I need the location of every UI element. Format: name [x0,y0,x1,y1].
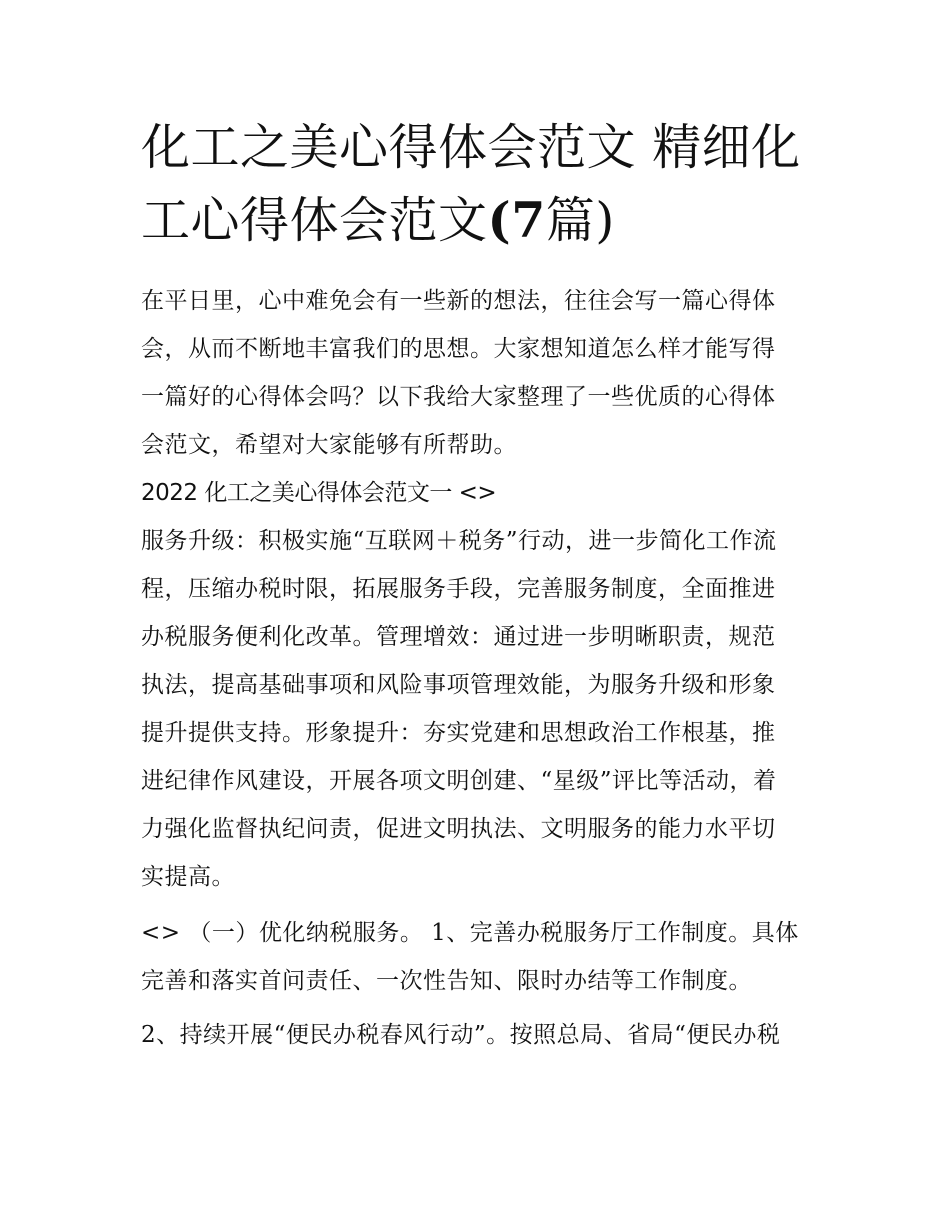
service-line: 提升提供支持。形象提升：夯实党建和思想政治工作根基，推 [141,720,776,746]
document-body [141,277,813,1059]
title-line-2 [141,184,813,257]
title-line-2-unit: 篇) [545,192,615,249]
optimize-paragraph [141,909,813,1005]
service-line: 执法，提高基础事项和风险事项管理效能，为服务升级和形象 [141,672,776,698]
document-page [141,112,813,1059]
optimize-line: 完善和落实首问责任、一次性告知、限时办结等工作制度。 [141,968,752,994]
section-heading [141,469,813,517]
continue-paragraph [141,1011,813,1059]
title-line-2-count: (7 [487,191,546,249]
intro-line: 会，从而不断地丰富我们的思想。大家想知道怎么样才能写得 [141,336,776,362]
title-line-2-text: 工心得体会范文 [141,192,488,249]
section-heading-text: 2022 化工之美心得体会范文一 <> [141,480,497,506]
service-paragraph [141,517,813,901]
service-line: 力强化监督执纪问责，促进文明执法、文明服务的能力水平切 [141,816,776,842]
intro-line: 在平日里，心中难免会有一些新的想法，往往会写一篇心得体 [141,288,776,314]
service-line: 进纪律作风建设，开展各项文明创建、“星级”评比等活动，着 [141,768,777,794]
service-line: 服务升级：积极实施“互联网＋税务”行动，进一步简化工作流 [141,528,777,554]
service-line: 办税服务便利化改革。管理增效：通过进一步明晰职责，规范 [141,624,776,650]
continue-line: 2、持续开展“便民办税春风行动”。按照总局、省局“便民办税 [141,1022,781,1048]
title-line-1: 化工之美心得体会范文 精细化 [141,119,801,176]
intro-paragraph [141,277,813,469]
optimize-line: <> （一）优化纳税服务。 1、完善办税服务厅工作制度。具体 [141,920,799,946]
service-line: 程，压缩办税时限，拓展服务手段，完善服务制度，全面推进 [141,576,776,602]
document-title [141,112,813,257]
service-line: 实提高。 [141,864,235,890]
intro-line: 会范文，希望对大家能够有所帮助。 [141,432,517,458]
intro-line: 一篇好的心得体会吗？以下我给大家整理了一些优质的心得体 [141,384,776,410]
